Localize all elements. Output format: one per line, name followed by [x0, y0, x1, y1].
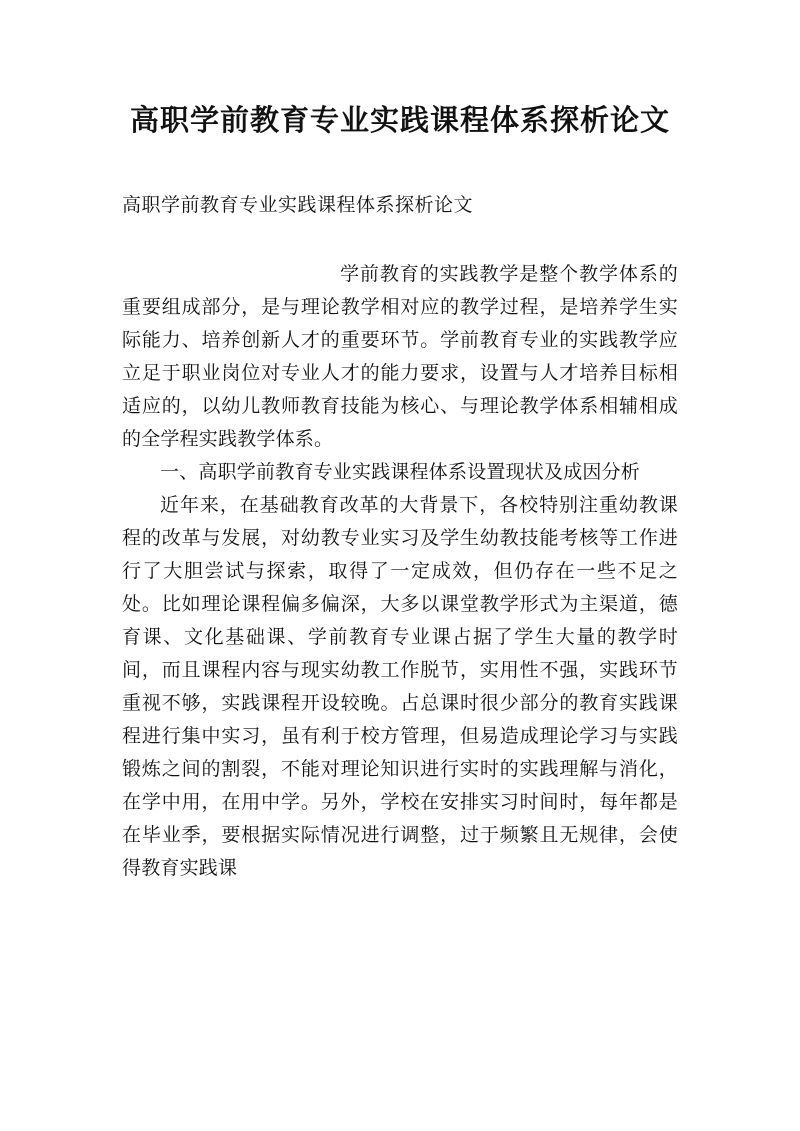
- section-heading-1: 一、高职学前教育专业实践课程体系设置现状及成因分析: [160, 461, 641, 483]
- paragraph-intro: 学前教育的实践教学是整个教学体系的重要组成部分，是与理论教学相对应的教学过程，是培养学生实际能力、培养创新人才的重要环节。学前教育专业的实践教学应立足于职业岗位对专业人才的能力要求，设置与人才培养目标相适应的，以幼儿教师教育技能为核心、与理论教学体系相辅相成的全学程实践教学体系。: [122, 263, 678, 450]
- document-subtitle: 高职学前教育专业实践课程体系探析论文: [122, 194, 474, 216]
- document-title: 高职学前教育专业实践课程体系探析论文: [129, 103, 670, 137]
- paragraph-section-1: 近年来，在基础教育改革的大背景下，各校特别注重幼教课程的改革与发展，对幼教专业实习及学生幼教技能考核等工作进行了大胆尝试与探索，取得了一定成效，但仍存在一些不足之处。比如理论课程偏多偏深，大多以课堂教学形式为主渠道，德育课、文化基础课、学前教育专业课占据了学生大量的教学时间，而且课程内容与现实幼教工作脱节，实用性不强，实践环节重视不够，实践课程开设较晚。占总课时很少部分的教育实践课程进行集中实习，虽有利于校方管理，但易造成理论学习与实践锻炼之间的割裂，不能对理论知识进行实时的实践理解与消化，在学中用，在用中学。另外，学校在安排实习时间时，每年都是在毕业季，要根据实际情况进行调整，过于频繁且无规律，会使得教育实践课: [122, 494, 678, 879]
- document-body: [122, 258, 678, 885]
